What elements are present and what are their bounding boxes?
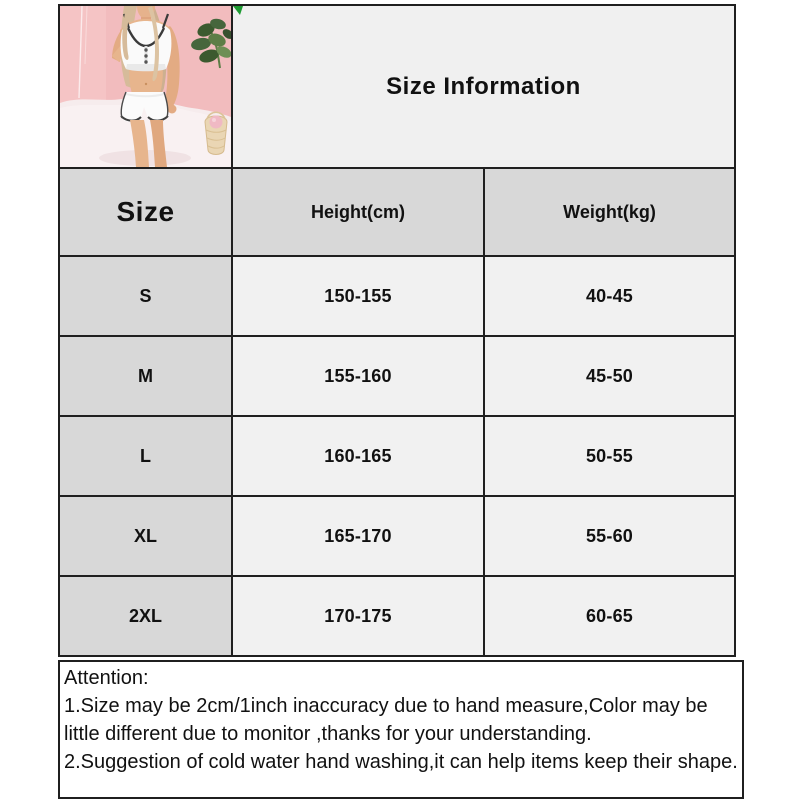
attention-heading: Attention: [64,667,149,689]
size-label-cell: S [60,257,231,335]
height-value-cell: 160-165 [233,417,483,495]
size-label-cell: L [60,417,231,495]
product-photo [60,6,231,167]
size-table [58,4,736,657]
weight-value-cell: 45-50 [485,337,734,415]
column-header-weight: Weight(kg) [485,169,734,255]
column-header-size: Size [60,169,231,255]
basket-decor [205,112,227,154]
title-cell [233,6,734,167]
attention-box [58,660,744,799]
product-photo-illustration [60,6,231,167]
column-header-height: Height(cm) [233,169,483,255]
height-value-cell: 165-170 [233,497,483,575]
weight-value-cell: 50-55 [485,417,734,495]
weight-value-cell: 40-45 [485,257,734,335]
weight-value-cell: 60-65 [485,577,734,655]
attention-note-1: 1.Size may be 2cm/1inch inaccuracy due to hand measure,Color may be little different due to monitor ,thanks for your understanding. [64,695,708,745]
height-value-cell: 155-160 [233,337,483,415]
height-value-cell: 150-155 [233,257,483,335]
page-title: Size Information [386,72,581,100]
error-indicator-triangle-icon [233,6,245,17]
size-label-cell: XL [60,497,231,575]
size-label-cell: 2XL [60,577,231,655]
size-label-cell: M [60,337,231,415]
attention-note-2: 2.Suggestion of cold water hand washing,it can help items keep their shape. [64,751,738,773]
height-value-cell: 170-175 [233,577,483,655]
weight-value-cell: 55-60 [485,497,734,575]
